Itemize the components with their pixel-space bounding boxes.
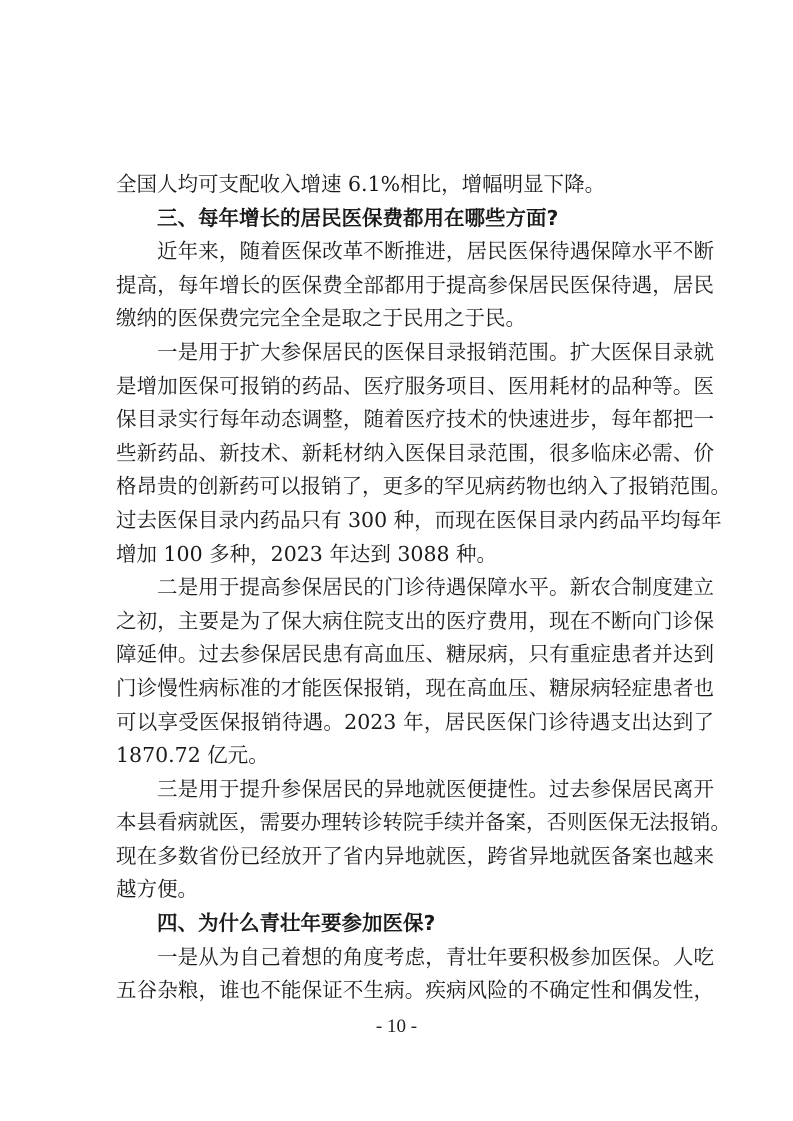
- text-line: 越方便。: [116, 877, 198, 902]
- text-line: 过去医保目录内药品只有 300 种，而现在医保目录内药品平均每年: [116, 507, 722, 532]
- text-line: 二是用于提高参保居民的门诊待遇保障水平。新农合制度建立: [157, 575, 714, 600]
- text-line: 全国人均可支配收入增速 6.1%相比，增幅明显下降。: [116, 172, 606, 196]
- text-line: 可以享受医保报销待遇。2023 年，居民医保门诊待遇支出达到了: [116, 709, 714, 734]
- text-line: 五谷杂粮，谁也不能保证不生病。疾病风险的不确定性和偶发性，: [116, 978, 714, 1003]
- text-line: 缴纳的医保费完完全全是取之于民用之于民。: [116, 306, 526, 331]
- text-line: 障延伸。过去参保居民患有高血压、糖尿病，只有重症患者并达到: [116, 642, 714, 667]
- section-heading-3: 三、每年增长的居民医保费都用在哪些方面?: [157, 205, 559, 230]
- text-line: 些新药品、新技术、新耗材纳入医保目录范围，很多临床必需、价: [116, 440, 714, 465]
- section-heading-4: 四、为什么青壮年要参加医保?: [157, 911, 436, 936]
- text-line: 保目录实行每年动态调整，随着医疗技术的快速进步，每年都把一: [116, 407, 714, 432]
- text-line: 三是用于提升参保居民的异地就医便捷性。过去参保居民离开: [157, 776, 714, 801]
- text-line: 本县看病就医，需要办理转诊转院手续并备案，否则医保无法报销。: [116, 810, 731, 835]
- page-number: - 10 -: [375, 1016, 418, 1037]
- text-line: 现在多数省份已经放开了省内异地就医，跨省异地就医备案也越来: [116, 843, 714, 868]
- text-line: 提高，每年增长的医保费全部都用于提高参保居民医保待遇，居民: [116, 272, 714, 297]
- text-line: 之初，主要是为了保大病住院支出的医疗费用，现在不断向门诊保: [116, 608, 714, 633]
- text-line: 一是用于扩大参保居民的医保目录报销范围。扩大医保目录就: [157, 339, 714, 364]
- body-text: [116, 168, 731, 1008]
- text-line: 门诊慢性病标准的才能医保报销，现在高血压、糖尿病轻症患者也: [116, 675, 714, 700]
- text-line: 1870.72 亿元。: [116, 743, 269, 768]
- text-line: 格昂贵的创新药可以报销了，更多的罕见病药物也纳入了报销范围。: [116, 474, 731, 499]
- text-line: 一是从为自己着想的角度考虑，青壮年要积极参加医保。人吃: [157, 944, 714, 969]
- text-line: 近年来，随着医保改革不断推进，居民医保待遇保障水平不断: [157, 239, 714, 264]
- text-line: 是增加医保可报销的药品、医疗服务项目、医用耗材的品种等。医: [116, 373, 714, 398]
- text-line: 增加 100 多种，2023 年达到 3088 种。: [116, 541, 498, 566]
